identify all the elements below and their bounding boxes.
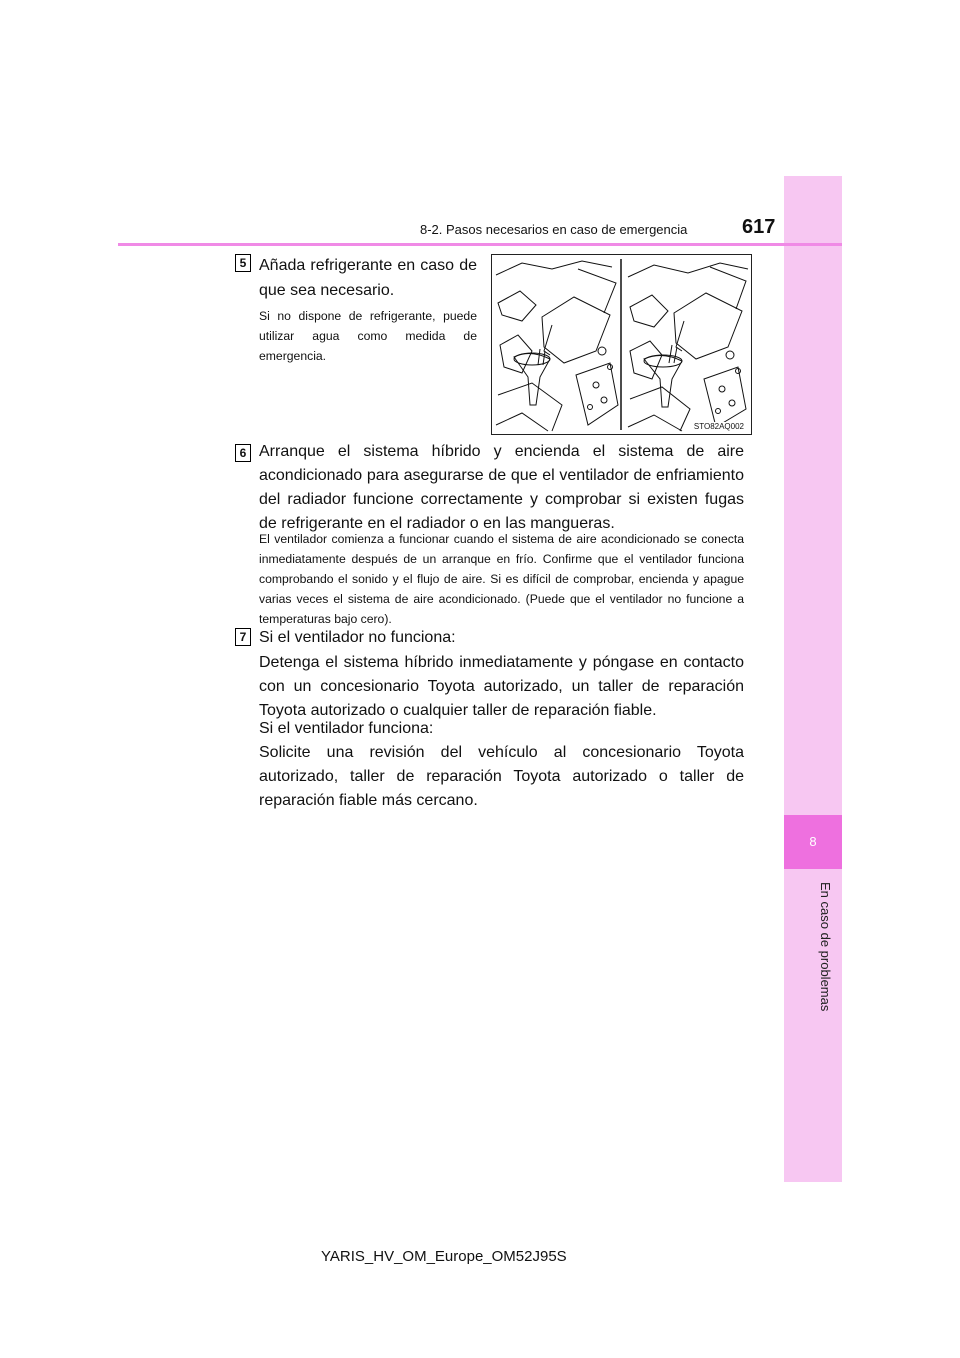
step-badge-5: 5 bbox=[235, 254, 251, 272]
coolant-refill-illustration bbox=[491, 254, 752, 435]
section-title: 8-2. Pasos necesarios en caso de emergencia bbox=[420, 222, 688, 237]
step-6-instruction: Arranque el sistema híbrido y encienda el sistema de aire acondicionado para asegurarse de que el ventilador de enfriamiento del radiador funcione correctamente y comprobar si existen fugas de refrigerante en el radiador o en las mangueras. bbox=[259, 443, 744, 532]
header-rule bbox=[118, 243, 842, 246]
document-id: YARIS_HV_OM_Europe_OM52J95S bbox=[321, 1248, 567, 1265]
step-6-note: El ventilador comienza a funcionar cuando el sistema de aire acondicionado se conecta inmediatamente después de un arranque en frío. Confirme que el ventilador funciona comprobando el sonido y el flujo de aire. Si es difícil de comprobar, encienda y apague varias veces el sistema de aire acondicionado. (Puede que el ventilador no funcione a temperaturas bajo cero). bbox=[259, 532, 744, 626]
step-7-case-b-title: Si el ventilador funciona: bbox=[259, 720, 434, 737]
step-7-case-a-title: Si el ventilador no funciona: bbox=[259, 629, 456, 646]
chapter-side-tab bbox=[784, 176, 842, 1182]
step-7-case-a-text: Detenga el sistema híbrido inmediatamente y póngase en contacto con un concesionario Toyota autorizado, un taller de reparación Toyota autorizado o cualquier taller de reparación fiable. bbox=[259, 654, 744, 719]
step-7-case-b-text: Solicite una revisión del vehículo al concesionario Toyota autorizado, taller de reparación Toyota autorizado o taller de reparación fiable más cercano. bbox=[259, 744, 744, 809]
figure-code: STO82AQ002 bbox=[693, 422, 744, 431]
engine-bay-drawing bbox=[492, 255, 751, 434]
page-number: 617 bbox=[742, 216, 776, 238]
step-badge-7: 7 bbox=[235, 628, 251, 646]
chapter-label: En caso de problemas bbox=[818, 882, 833, 1012]
step-5-instruction: Añada refrigerante en caso de que sea necesario. bbox=[259, 257, 477, 299]
step-badge-6: 6 bbox=[235, 444, 251, 462]
step-5-note: Si no dispone de refrigerante, puede utilizar agua como medida de emergencia. bbox=[259, 309, 477, 363]
chapter-number: 8 bbox=[784, 815, 842, 869]
